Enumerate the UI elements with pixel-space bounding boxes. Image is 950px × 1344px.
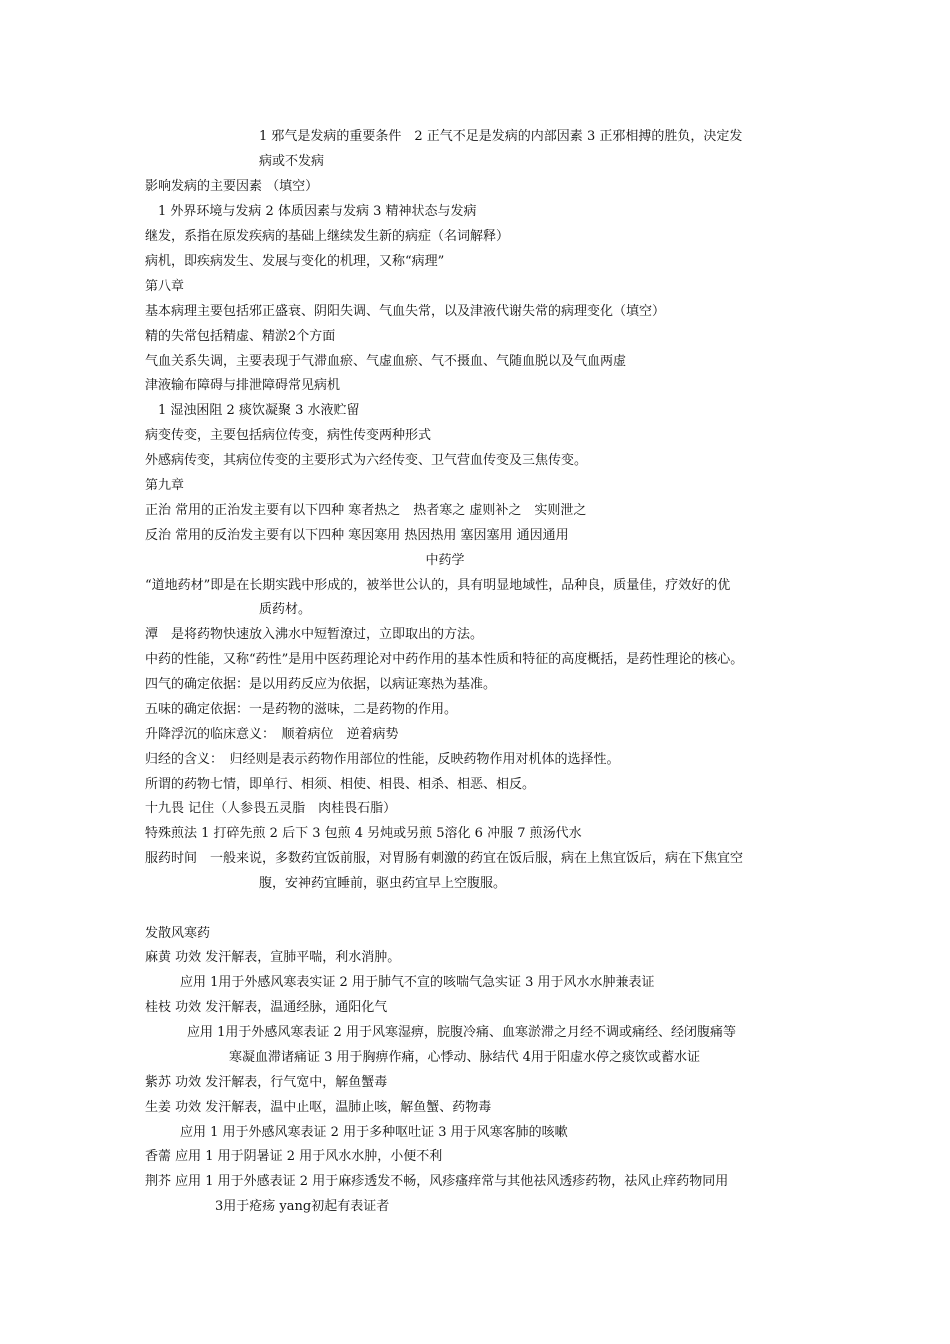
text-line: 应用 1用于外感风寒表证 2 用于风寒湿痹，脘腹冷痛、血寒淤滞之月经不调或痛经、经闭腹痛等 — [187, 1025, 736, 1040]
text-line: 所谓的药物七情，即单行、相须、相使、相畏、相杀、相恶、相反。 — [145, 777, 536, 792]
text-line: 香薷 应用 1 用于阴暑证 2 用于风水水肿，小便不利 — [145, 1149, 443, 1164]
text-line: 质药材。 — [259, 602, 312, 617]
text-line: 3用于疮疡 yang初起有表证者 — [215, 1199, 390, 1214]
text-line: 桂枝 功效 发汗解表，温通经脉，通阳化气 — [145, 1000, 388, 1015]
text-line: 1 外界环境与发病 2 体质因素与发病 3 精神状态与发病 — [158, 204, 477, 219]
text-line: 气血关系失调，主要表现于气滞血瘀、气虚血瘀、气不摄血、气随血脱以及气血两虚 — [145, 354, 627, 369]
text-line: 1 湿浊困阻 2 痰饮凝聚 3 水液贮留 — [158, 403, 360, 418]
text-line: 腹，安神药宜睡前，驱虫药宜早上空腹服。 — [259, 876, 507, 891]
text-line: 中药的性能，又称“药性”是用中医药理论对中药作用的基本性质和特征的高度概括，是药性理论的核心。 — [145, 652, 744, 667]
text-line: 病机，即疾病发生、发展与变化的机理，又称“病理” — [145, 254, 445, 269]
text-line: 应用 1 用于外感风寒表证 2 用于多种呕吐证 3 用于风寒客肺的咳嗽 — [180, 1125, 568, 1140]
text-line: 麻黄 功效 发汗解表，宣肺平喘，利水消肿。 — [145, 950, 401, 965]
text-line: 正治 常用的正治发主要有以下四种 寒者热之 热者寒之 虚则补之 实则泄之 — [145, 503, 587, 518]
section-heading: 发散风寒药 — [145, 926, 211, 941]
text-line: 1 邪气是发病的重要条件 2 正气不足是发病的内部因素 3 正邪相搏的胜负，决定发 — [259, 129, 743, 144]
text-line: 寒凝血滞诸痛证 3 用于胸痹作痛，心悸动、脉结代 4用于阳虚水停之痰饮或蓄水证 — [229, 1050, 700, 1065]
text-line: 升降浮沉的临床意义： 顺着病位 逆着病势 — [145, 727, 399, 742]
text-line: 生姜 功效 发汗解表，温中止呕，温肺止咳，解鱼蟹、药物毒 — [145, 1100, 492, 1115]
text-line: 十九畏 记住（人参畏五灵脂 肉桂畏石脂） — [145, 801, 397, 816]
text-line: 外感病传变，其病位传变的主要形式为六经传变、卫气营血传变及三焦传变。 — [145, 453, 588, 468]
chapter-heading: 第九章 — [145, 478, 185, 493]
section-title: 中药学 — [425, 553, 465, 568]
text-line: “道地药材”即是在长期实践中形成的，被举世公认的，具有明显地域性，品种良，质量佳，疗效好的优 — [145, 578, 731, 593]
text-line: 精的失常包括精虚、精淤2个方面 — [145, 329, 336, 344]
text-line: 病或不发病 — [259, 154, 325, 169]
text-line: 潭 是将药物快速放入沸水中短暂潦过，立即取出的方法。 — [145, 627, 484, 642]
text-line: 归经的含义： 归经则是表示药物作用部位的性能，反映药物作用对机体的选择性。 — [145, 752, 620, 767]
text-line: 病变传变，主要包括病位传变，病性传变两种形式 — [145, 428, 432, 443]
text-line: 应用 1用于外感风寒表实证 2 用于肺气不宣的咳喘气急实证 3 用于风水水肿兼表证 — [180, 975, 655, 990]
text-line: 荆芥 应用 1 用于外感表证 2 用于麻疹透发不畅，风疹瘙痒常与其他祛风透疹药物，祛风止痒药物同用 — [145, 1174, 729, 1189]
text-line: 基本病理主要包括邪正盛衰、阴阳失调、气血失常，以及津液代谢失常的病理变化（填空） — [145, 304, 666, 319]
text-line: 继发，系指在原发疾病的基础上继续发生新的病症（名词解释） — [145, 229, 510, 244]
text-line: 五味的确定依据：一是药物的滋味，二是药物的作用。 — [145, 702, 458, 717]
text-line: 影响发病的主要因素 （填空） — [145, 179, 319, 194]
text-line: 反治 常用的反治发主要有以下四种 寒因寒用 热因热用 塞因塞用 通因通用 — [145, 528, 569, 543]
chapter-heading: 第八章 — [145, 279, 185, 294]
text-line: 服药时间 一般来说，多数药宜饭前服，对胃肠有刺激的药宜在饭后服，病在上焦宜饭后，病在下焦宜空 — [145, 851, 744, 866]
text-line: 津液输布障碍与排泄障碍常见病机 — [145, 378, 341, 393]
text-line: 特殊煎法 1 打碎先煎 2 后下 3 包煎 4 另炖或另煎 5溶化 6 冲服 7 煎汤代水 — [145, 826, 582, 841]
text-line: 四气的确定依据：是以用药反应为依据，以病证寒热为基准。 — [145, 677, 497, 692]
text-line: 紫苏 功效 发汗解表，行气宽中，解鱼蟹毒 — [145, 1075, 388, 1090]
